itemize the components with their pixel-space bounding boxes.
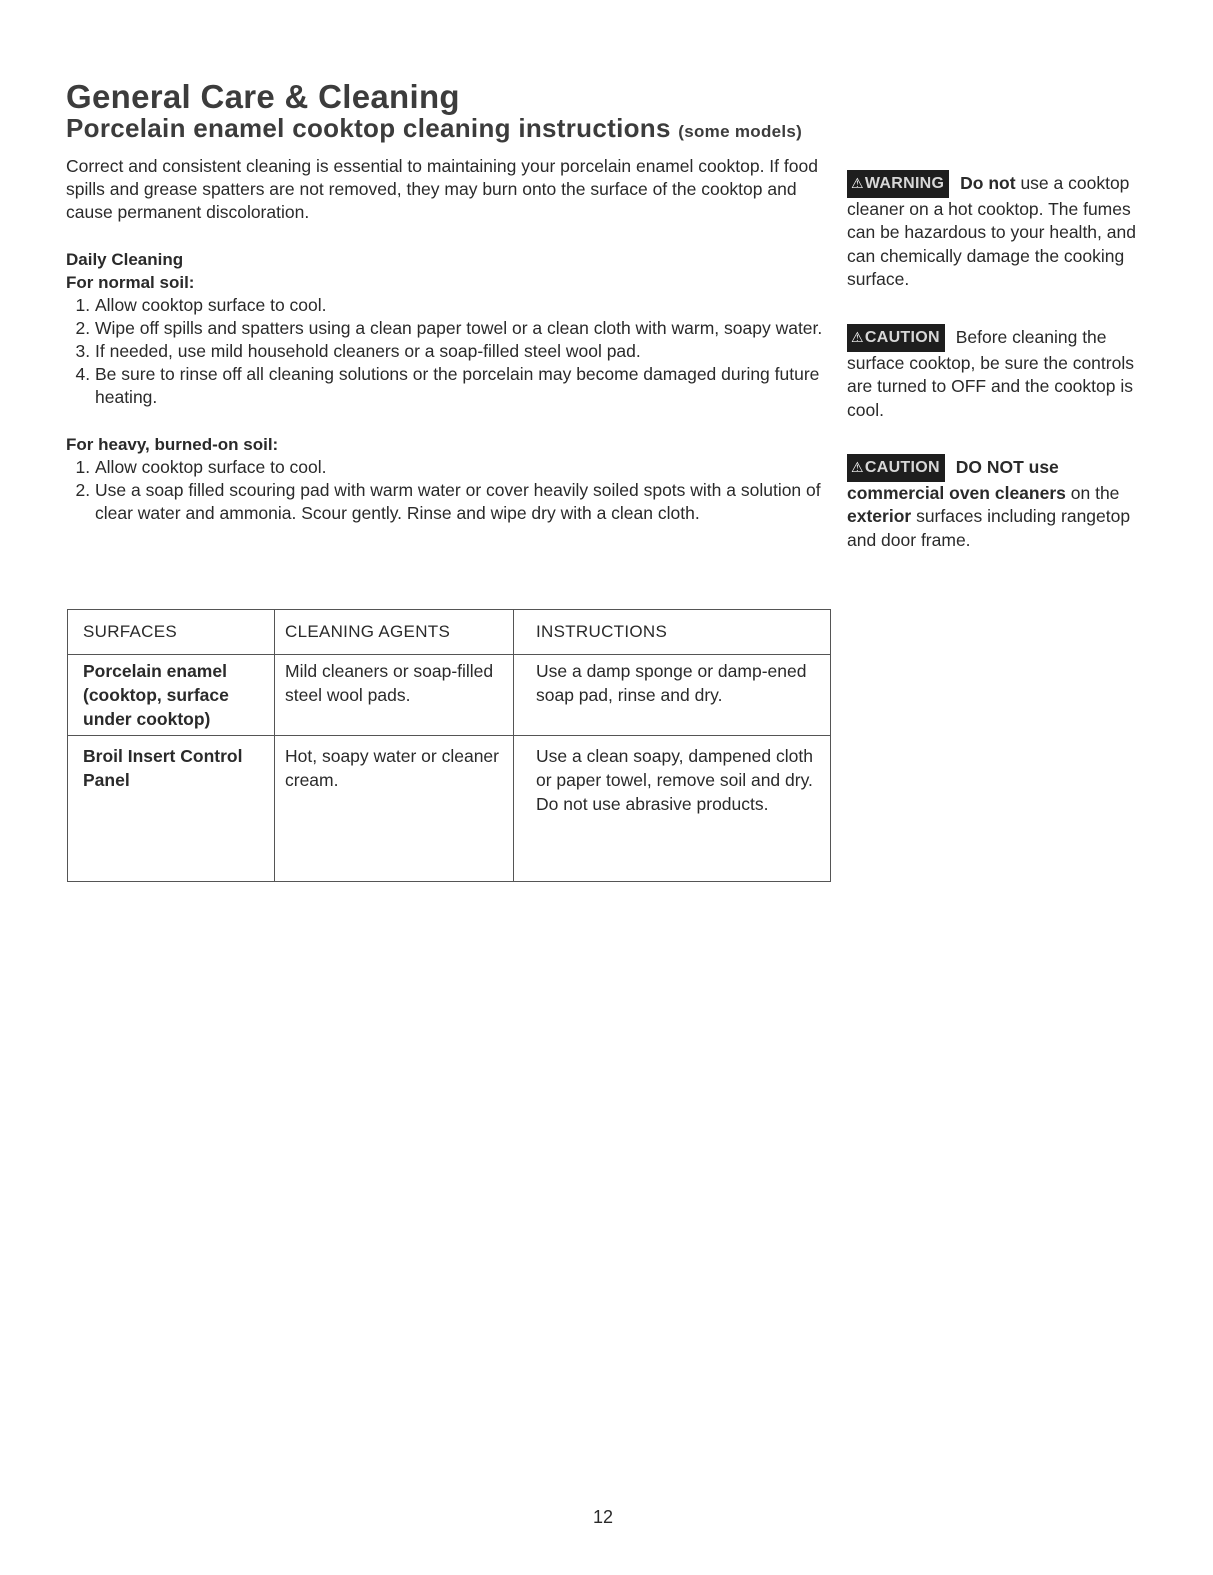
caution-notice-2: [847, 454, 1157, 552]
warning-text: use a cooktop cleaner on a hot cooktop. The fumes can be hazardous to your health, and can chemically damage the cooking surface.: [847, 173, 1136, 289]
caution-text-b: surfaces including rangetop and door frame.: [847, 506, 1131, 550]
caution-text-a: on the: [1070, 482, 1120, 503]
table-header: CLEANING AGENTS: [275, 610, 514, 655]
table-cell: Use a damp sponge or damp-ened soap pad, rinse and dry.: [514, 655, 831, 736]
caution-bold-word: exterior: [847, 506, 912, 526]
main-column: [66, 155, 826, 525]
table-header: SURFACES: [68, 610, 275, 655]
caution-lead: DO NOT use commercial oven cleaners: [847, 457, 1066, 503]
warning-triangle-icon: ⚠: [851, 459, 864, 475]
caution-badge: [847, 454, 945, 482]
list-item: 4. Be sure to rinse off all cleaning solutions or the porcelain may become damaged during future heating.: [95, 363, 826, 409]
list-item: 1. Allow cooktop surface to cool.: [95, 456, 826, 479]
table-header: INSTRUCTIONS: [514, 610, 831, 655]
list-item: 3. If needed, use mild household cleaners or a soap-filled steel wool pad.: [95, 340, 826, 363]
intro-paragraph: Correct and consistent cleaning is essential to maintaining your porcelain enamel cooktop. If food spills and grease spatters are not removed, they may burn onto the surface of the cooktop and cause permanent discoloration.: [66, 156, 818, 222]
caution-notice-1: [847, 324, 1157, 422]
list-item: 2. Use a soap filled scouring pad with warm water or cover heavily soiled spots with a solution of clear water and ammonia. Scour gently. Rinse and wipe dry with a clean cloth.: [95, 479, 826, 525]
caution-badge-label: CAUTION: [864, 329, 940, 346]
page-number: 12: [593, 1507, 614, 1527]
table-cell: Hot, soapy water or cleaner cream.: [275, 736, 514, 882]
normal-soil-heading: For normal soil:: [66, 273, 195, 292]
section-title-main: Porcelain enamel cooktop cleaning instructions: [66, 113, 671, 143]
warning-badge-label: WARNING: [864, 175, 945, 192]
caution-badge: [847, 324, 945, 352]
section-title-note: (some models): [678, 122, 803, 141]
heavy-soil-heading: For heavy, burned-on soil:: [66, 435, 279, 454]
daily-cleaning-heading: Daily Cleaning: [66, 250, 184, 269]
normal-soil-steps: [66, 294, 826, 409]
table-header-row: [68, 610, 831, 655]
section-title: [66, 113, 802, 144]
list-item: 1. Allow cooktop surface to cool.: [95, 294, 826, 317]
warning-notice: [847, 170, 1157, 292]
heavy-soil-steps: [66, 456, 826, 525]
table-row: [68, 655, 831, 736]
list-item: 2. Wipe off spills and spatters using a clean paper towel or a clean cloth with warm, soapy water.: [95, 317, 826, 340]
cleaning-table: [67, 609, 831, 882]
warning-badge: [847, 170, 949, 198]
warning-lead: Do not: [960, 173, 1016, 193]
caution-text: Before cleaning the surface cooktop, be sure the controls are turned to OFF and the cooktop is cool.: [847, 327, 1134, 420]
table-cell: Broil Insert Control Panel: [68, 736, 275, 882]
table-row: [68, 736, 831, 882]
table-cell: Porcelain enamel (cooktop, surface under cooktop): [68, 655, 275, 736]
caution-badge-label: CAUTION: [864, 459, 940, 476]
warning-triangle-icon: ⚠: [851, 329, 864, 345]
table-cell: Use a clean soapy, dampened cloth or paper towel, remove soil and dry. Do not use abrasive products.: [514, 736, 831, 882]
page-title: General Care & Cleaning: [66, 78, 460, 115]
table-cell: Mild cleaners or soap-filled steel wool pads.: [275, 655, 514, 736]
warning-triangle-icon: ⚠: [851, 175, 864, 191]
